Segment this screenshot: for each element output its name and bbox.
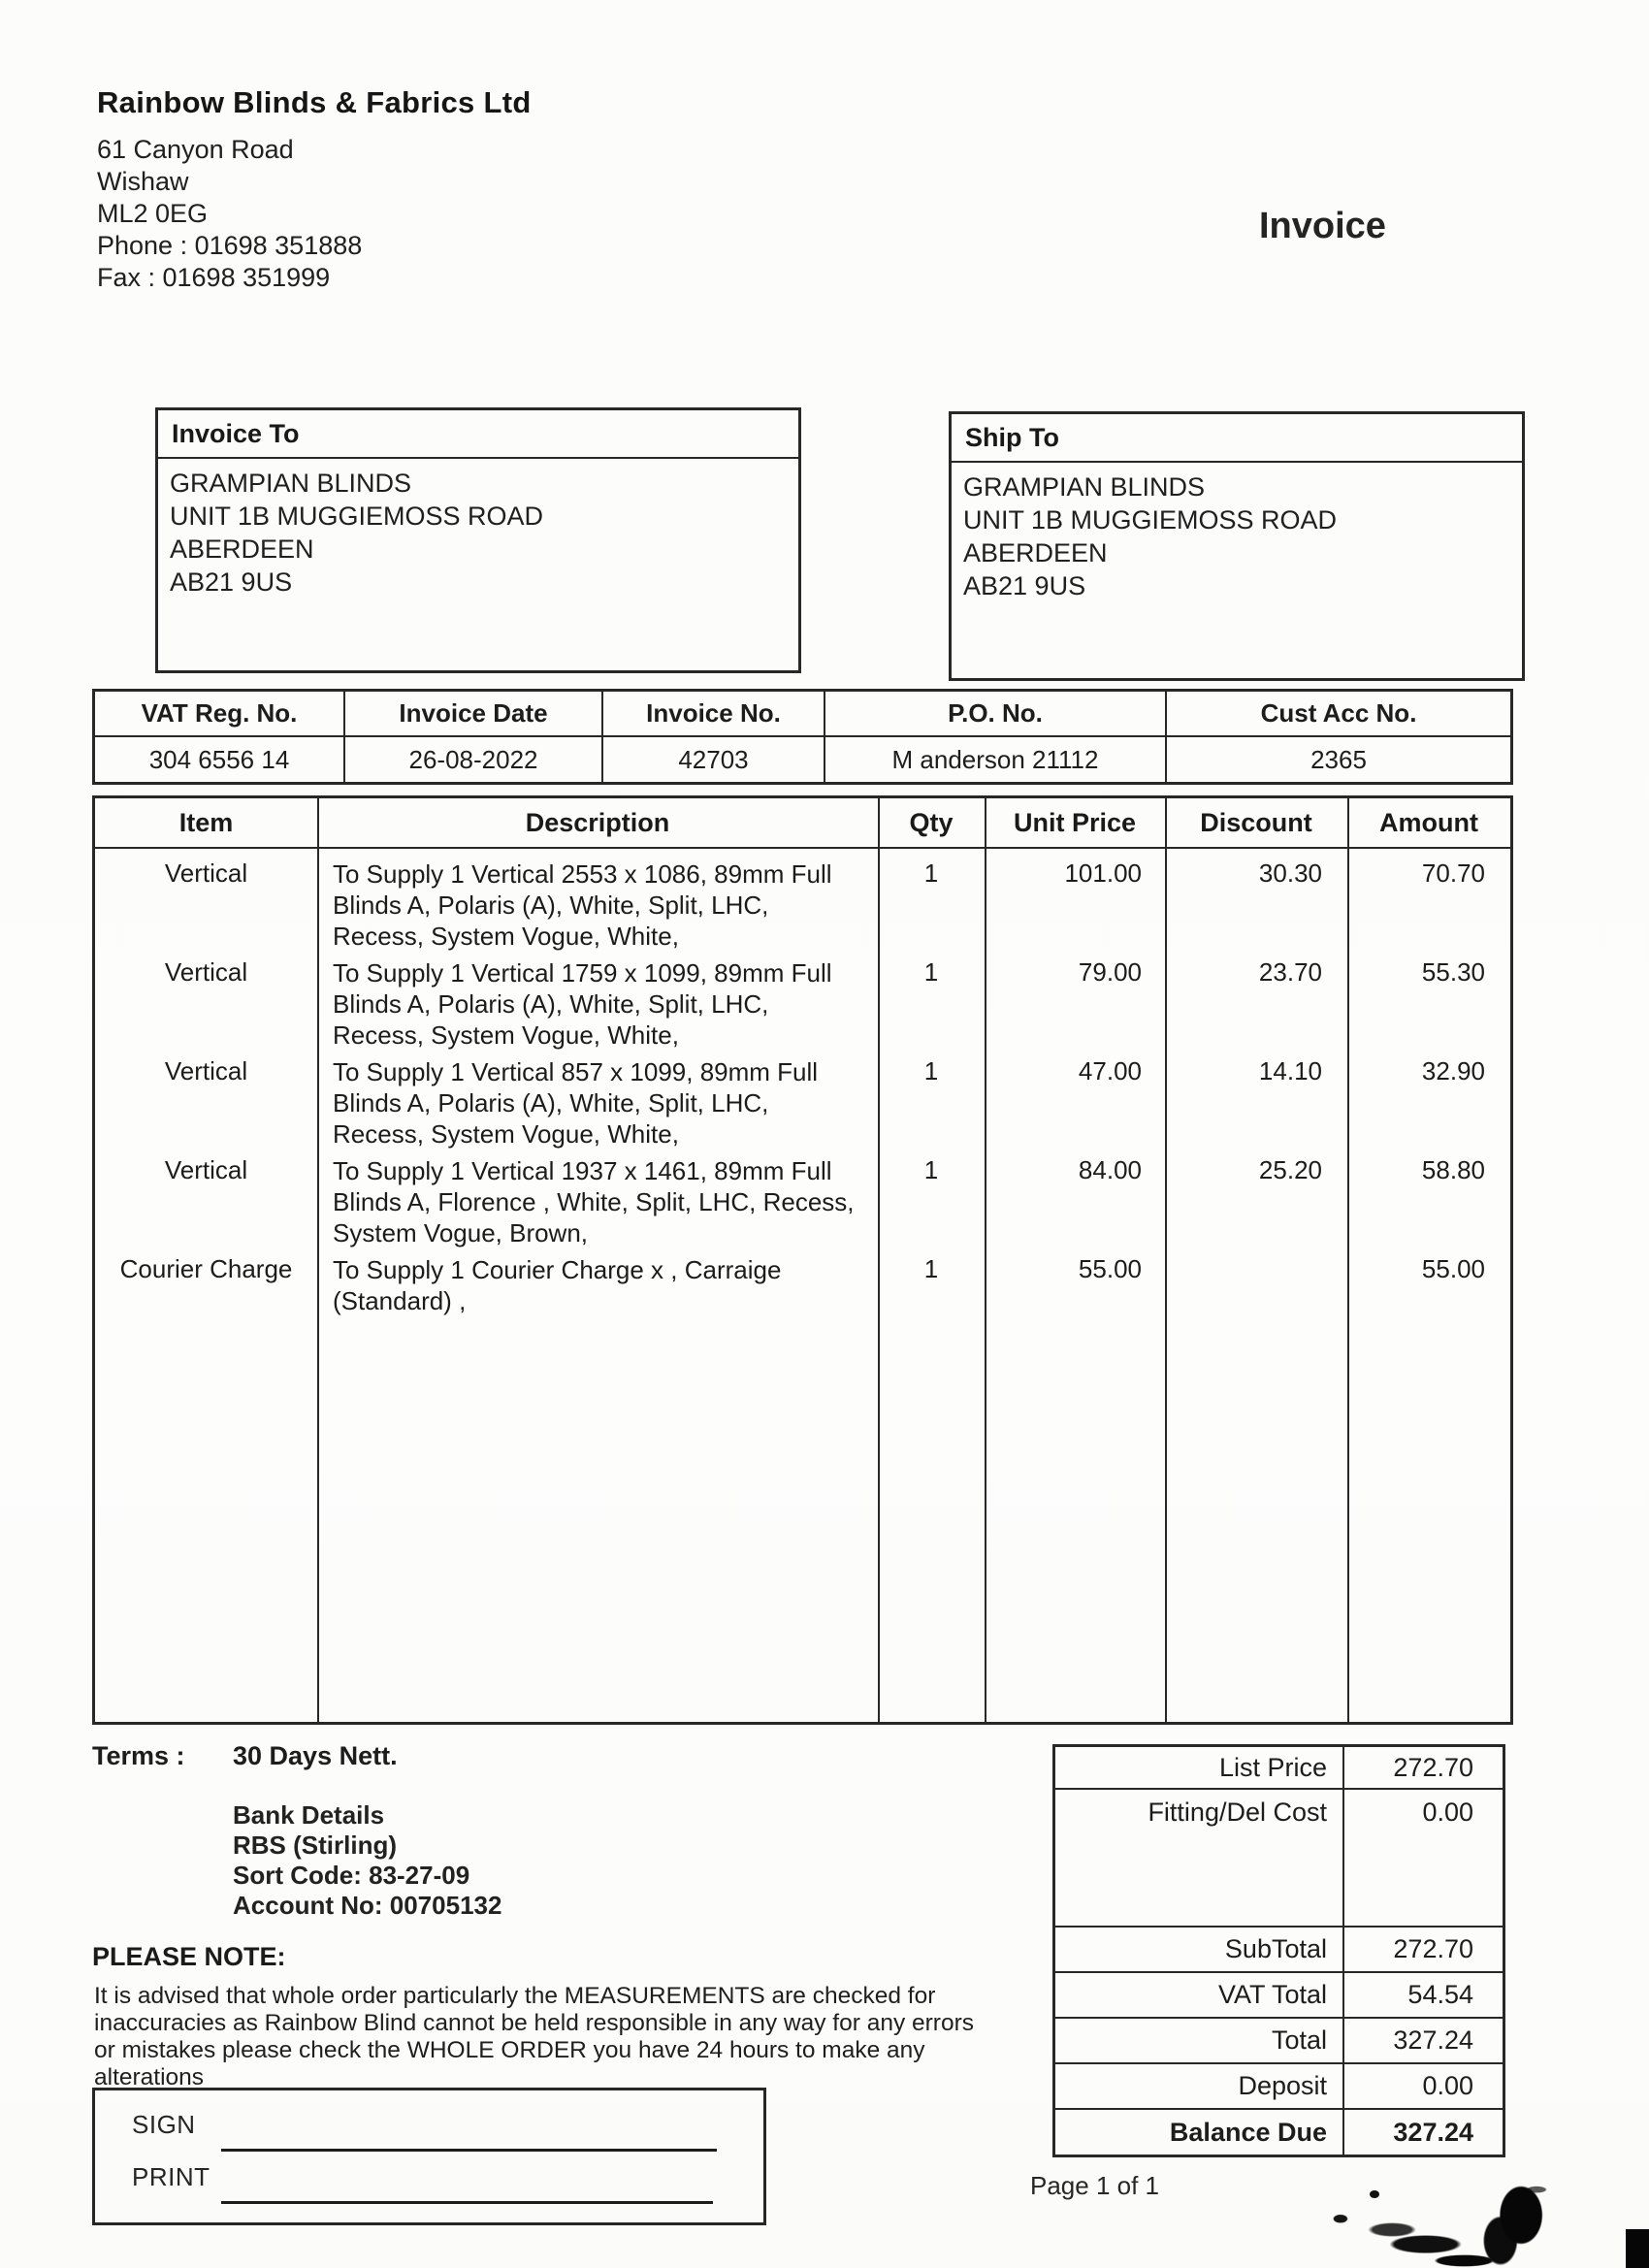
company-address bbox=[97, 134, 532, 294]
vat-total-value: 54.54 bbox=[1342, 1973, 1503, 2017]
ink-speck bbox=[1370, 2190, 1379, 2198]
qty-cell: 1 bbox=[923, 1056, 939, 1085]
address-line: ABERDEEN bbox=[963, 538, 1108, 567]
list-price-label: List Price bbox=[1218, 1752, 1327, 1782]
description-column-header: Description bbox=[525, 807, 670, 837]
print-label: PRINT bbox=[132, 2162, 210, 2191]
amount-cell: 32.90 bbox=[1421, 1056, 1485, 1085]
discount-cell: 23.70 bbox=[1258, 957, 1322, 987]
invoice-to-box bbox=[155, 407, 801, 673]
letterhead bbox=[97, 85, 532, 294]
discount-cell: 14.10 bbox=[1258, 1056, 1322, 1085]
qty-column-header: Qty bbox=[909, 807, 954, 837]
column-divider bbox=[317, 798, 319, 1722]
qty-cell: 1 bbox=[923, 957, 939, 987]
info-header-row bbox=[95, 692, 1510, 737]
bank-details bbox=[233, 1800, 501, 1921]
discount-column-header: Discount bbox=[1200, 807, 1312, 837]
sort-code: Sort Code: 83-27-09 bbox=[233, 1861, 470, 1890]
company-name: Rainbow Blinds & Fabrics Ltd bbox=[97, 85, 532, 119]
item-cell: Courier Charge bbox=[119, 1254, 293, 1283]
document-title: Invoice bbox=[1259, 206, 1386, 246]
balance-due-value: 327.24 bbox=[1342, 2110, 1503, 2155]
amount-cell: 70.70 bbox=[1421, 859, 1485, 888]
discount-cell: 30.30 bbox=[1258, 859, 1322, 888]
deposit-label: Deposit bbox=[1238, 2071, 1327, 2100]
fitting-del-cost-value: 0.00 bbox=[1342, 1790, 1503, 1926]
total-label: Total bbox=[1271, 2025, 1327, 2055]
vat-reg-no-header: VAT Reg. No. bbox=[95, 692, 345, 735]
account-number: Account No: 00705132 bbox=[233, 1891, 502, 1920]
ink-blot-artifact bbox=[1310, 2177, 1568, 2268]
invoice-date-value: 26-08-2022 bbox=[345, 737, 603, 782]
address-line: ML2 0EG bbox=[97, 199, 209, 228]
description-cell: To Supply 1 Vertical 857 x 1099, 89mm Full Blinds A, Polaris (A), White, Split, LHC, Recess, System Vogue, White, bbox=[333, 1057, 819, 1149]
unit-price-column-header: Unit Price bbox=[1013, 807, 1137, 837]
item-cell: Vertical bbox=[164, 1056, 248, 1085]
vat-total-label: VAT Total bbox=[1217, 1980, 1327, 2009]
item-cell: Vertical bbox=[164, 1155, 248, 1184]
ship-to-address bbox=[952, 463, 1522, 610]
bank-details-heading: Bank Details bbox=[233, 1800, 385, 1830]
unit-price-cell: 55.00 bbox=[1078, 1254, 1142, 1283]
address-line: AB21 9US bbox=[170, 567, 293, 597]
table-row bbox=[95, 1245, 1510, 1344]
invoice-no-header: Invoice No. bbox=[603, 692, 825, 735]
totals-row-vat-total bbox=[1055, 1973, 1503, 2019]
unit-price-cell: 47.00 bbox=[1078, 1056, 1142, 1085]
description-cell: To Supply 1 Vertical 1759 x 1099, 89mm Full Blinds A, Polaris (A), White, Split, LHC, Recess, System Vogue, White, bbox=[333, 958, 832, 1050]
description-cell: To Supply 1 Courier Charge x , Carraige (Standard) , bbox=[333, 1255, 782, 1315]
totals-row-list-price bbox=[1055, 1747, 1503, 1790]
column-divider bbox=[878, 798, 880, 1722]
table-row bbox=[95, 948, 1510, 1050]
invoice-date-header: Invoice Date bbox=[345, 692, 603, 735]
discount-cell bbox=[1165, 1245, 1347, 1344]
company-phone: Phone : 01698 351888 bbox=[97, 231, 363, 260]
info-value-row bbox=[95, 737, 1510, 782]
discount-cell: 25.20 bbox=[1258, 1155, 1322, 1184]
table-row bbox=[95, 1047, 1510, 1149]
ship-to-box bbox=[949, 411, 1525, 681]
totals-row-balance-due bbox=[1055, 2110, 1503, 2155]
sign-line bbox=[221, 2149, 717, 2152]
items-header-row bbox=[95, 798, 1510, 849]
subtotal-value: 272.70 bbox=[1342, 1928, 1503, 1971]
line-items-table bbox=[92, 795, 1513, 1725]
signature-box bbox=[92, 2088, 766, 2225]
note-body: It is advised that whole order particularly the MEASUREMENTS are checked for inaccuracies as Rainbow Blind cannot be held responsible in any way for any errors or mistakes please check the WHOLE ORDER you have 24 hours to make any alterations bbox=[94, 1983, 974, 2090]
cust-acc-no-header: Cust Acc No. bbox=[1260, 698, 1417, 728]
invoice-info-table bbox=[92, 689, 1513, 785]
balance-due-label: Balance Due bbox=[1169, 2117, 1327, 2147]
terms-value: 30 Days Nett. bbox=[233, 1741, 398, 1770]
scan-corner-mark bbox=[1626, 2229, 1649, 2268]
amount-cell: 55.00 bbox=[1421, 1254, 1485, 1283]
invoice-no-value: 42703 bbox=[603, 737, 825, 782]
invoice-to-label: Invoice To bbox=[158, 410, 798, 459]
deposit-value: 0.00 bbox=[1342, 2064, 1503, 2108]
address-line: 61 Canyon Road bbox=[97, 135, 294, 164]
sign-label: SIGN bbox=[132, 2110, 196, 2139]
amount-cell: 58.80 bbox=[1421, 1155, 1485, 1184]
qty-cell: 1 bbox=[923, 1254, 939, 1283]
fitting-del-cost-label: Fitting/Del Cost bbox=[1148, 1798, 1327, 1827]
cust-acc-no-value: 2365 bbox=[1310, 744, 1367, 774]
address-line: AB21 9US bbox=[963, 571, 1086, 600]
table-row bbox=[95, 1146, 1510, 1245]
po-no-header: P.O. No. bbox=[825, 692, 1167, 735]
description-cell: To Supply 1 Vertical 1937 x 1461, 89mm Full Blinds A, Florence , White, Split, LHC, Recess, System Vogue, Brown, bbox=[333, 1156, 855, 1247]
unit-price-cell: 101.00 bbox=[1064, 859, 1142, 888]
totals-row-total bbox=[1055, 2019, 1503, 2064]
totals-row-deposit bbox=[1055, 2064, 1503, 2110]
item-cell: Vertical bbox=[164, 859, 248, 888]
vat-reg-no-value: 304 6556 14 bbox=[95, 737, 345, 782]
totals-box bbox=[1052, 1744, 1505, 2157]
amount-column-header: Amount bbox=[1379, 807, 1478, 837]
address-line: GRAMPIAN BLINDS bbox=[170, 469, 412, 498]
table-row bbox=[95, 849, 1510, 951]
invoice-to-address bbox=[158, 459, 798, 606]
column-divider bbox=[1347, 798, 1349, 1722]
address-line: UNIT 1B MUGGIEMOSS ROAD bbox=[963, 505, 1338, 535]
list-price-value: 272.70 bbox=[1342, 1747, 1503, 1788]
column-divider bbox=[1165, 798, 1167, 1722]
column-divider bbox=[985, 798, 986, 1722]
address-line: ABERDEEN bbox=[170, 535, 314, 564]
page-number: Page 1 of 1 bbox=[1030, 2171, 1159, 2200]
item-column-header: Item bbox=[178, 807, 234, 837]
qty-cell: 1 bbox=[923, 859, 939, 888]
terms-label: Terms : bbox=[92, 1741, 185, 1770]
note-heading: PLEASE NOTE: bbox=[92, 1942, 286, 1971]
qty-cell: 1 bbox=[923, 1155, 939, 1184]
subtotal-label: SubTotal bbox=[1224, 1934, 1327, 1963]
amount-cell: 55.30 bbox=[1421, 957, 1485, 987]
po-no-value: M anderson 21112 bbox=[825, 737, 1167, 782]
ship-to-label: Ship To bbox=[952, 414, 1522, 463]
bank-name: RBS (Stirling) bbox=[233, 1831, 397, 1860]
totals-row-fitting-del-cost bbox=[1055, 1790, 1503, 1928]
unit-price-cell: 79.00 bbox=[1078, 957, 1142, 987]
address-line: UNIT 1B MUGGIEMOSS ROAD bbox=[170, 502, 544, 531]
address-line: GRAMPIAN BLINDS bbox=[963, 472, 1206, 502]
print-line bbox=[221, 2201, 713, 2204]
address-line: Wishaw bbox=[97, 167, 189, 196]
unit-price-cell: 84.00 bbox=[1078, 1155, 1142, 1184]
total-value: 327.24 bbox=[1342, 2019, 1503, 2062]
item-cell: Vertical bbox=[164, 957, 248, 987]
company-fax: Fax : 01698 351999 bbox=[97, 263, 331, 292]
description-cell: To Supply 1 Vertical 2553 x 1086, 89mm Full Blinds A, Polaris (A), White, Split, LHC, Recess, System Vogue, White, bbox=[333, 859, 832, 951]
totals-row-subtotal bbox=[1055, 1928, 1503, 1973]
